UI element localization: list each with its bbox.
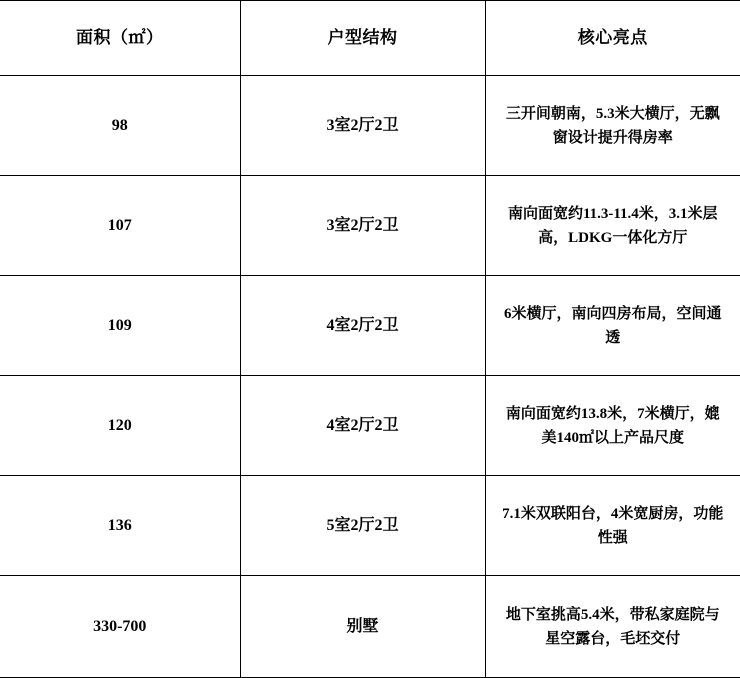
cell-highlight: 地下室挑高5.4米，带私家庭院与星空露台，毛坯交付	[485, 576, 740, 678]
cell-highlight: 三开间朝南，5.3米大横厅，无飘窗设计提升得房率	[485, 76, 740, 176]
table-header	[0, 1, 740, 76]
cell-highlight: 7.1米双联阳台，4米宽厨房，功能性强	[485, 476, 740, 576]
cell-layout: 5室2厅2卫	[240, 476, 485, 576]
cell-area: 107	[0, 176, 240, 276]
table-header-row	[0, 1, 740, 76]
table-row	[0, 476, 740, 576]
cell-layout: 4室2厅2卫	[240, 376, 485, 476]
cell-layout: 3室2厅2卫	[240, 176, 485, 276]
column-header-highlight: 核心亮点	[485, 1, 740, 76]
cell-area: 98	[0, 76, 240, 176]
table-row	[0, 276, 740, 376]
cell-highlight: 6米横厅，南向四房布局，空间通透	[485, 276, 740, 376]
cell-area: 109	[0, 276, 240, 376]
cell-layout: 3室2厅2卫	[240, 76, 485, 176]
column-header-layout: 户型结构	[240, 1, 485, 76]
cell-area: 120	[0, 376, 240, 476]
table-row	[0, 376, 740, 476]
cell-highlight: 南向面宽约13.8米，7米横厅，媲美140㎡以上产品尺度	[485, 376, 740, 476]
cell-layout: 别墅	[240, 576, 485, 678]
table-row	[0, 176, 740, 276]
column-header-area: 面积（㎡）	[0, 1, 240, 76]
table-row	[0, 576, 740, 678]
table-body	[0, 76, 740, 678]
cell-layout: 4室2厅2卫	[240, 276, 485, 376]
cell-area: 136	[0, 476, 240, 576]
table-row	[0, 76, 740, 176]
cell-highlight: 南向面宽约11.3-11.4米，3.1米层高，LDKG一体化方厅	[485, 176, 740, 276]
cell-area: 330-700	[0, 576, 240, 678]
